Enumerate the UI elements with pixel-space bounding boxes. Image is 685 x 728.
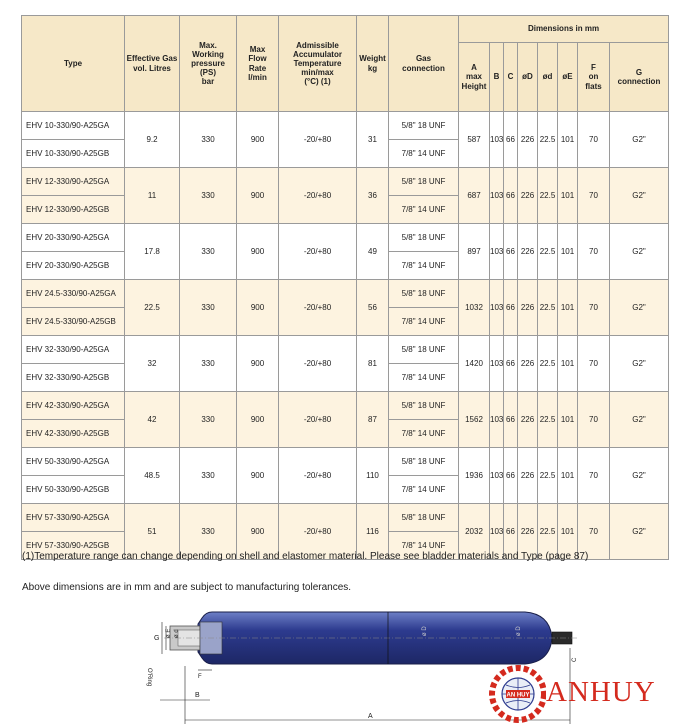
cell-gas: 7/8" 14 UNF: [389, 532, 459, 560]
cell-type: EHV 42-330/90-A25GB: [22, 420, 125, 448]
cell-gas: 7/8" 14 UNF: [389, 476, 459, 504]
label-D-right: ø D: [516, 626, 522, 636]
cell-B: 103: [490, 280, 504, 336]
cell-B: 103: [490, 448, 504, 504]
cell-F: 70: [578, 336, 610, 392]
cell-C: 66: [504, 112, 518, 168]
table-row: [22, 224, 669, 252]
cell-volume: 17.8: [125, 224, 180, 280]
cell-C: 66: [504, 168, 518, 224]
table-row: [22, 504, 669, 532]
cell-weight: 81: [357, 336, 389, 392]
cell-oE: 101: [558, 336, 578, 392]
table-row: [22, 112, 669, 140]
cell-type: EHV 12-330/90-A25GA: [22, 168, 125, 196]
header-gas: Gas connection: [389, 16, 459, 112]
cell-gas: 7/8" 14 UNF: [389, 196, 459, 224]
cell-B: 103: [490, 224, 504, 280]
header-oD: øD: [518, 43, 538, 112]
cell-temperature: -20/+80: [279, 280, 357, 336]
logo-badge-text: AN HUY: [506, 692, 530, 699]
header-od: ød: [538, 43, 558, 112]
cell-oE: 101: [558, 168, 578, 224]
header-dimensions: Dimensions in mm: [459, 16, 669, 43]
label-F: F: [198, 674, 202, 680]
header-B: B: [490, 43, 504, 112]
cell-pressure: 330: [180, 112, 237, 168]
cell-flow: 900: [237, 504, 279, 560]
cell-C: 66: [504, 448, 518, 504]
cell-type: EHV 50-330/90-A25GA: [22, 448, 125, 476]
label-oring: O'Ring: [146, 668, 152, 687]
header-type: Type: [22, 16, 125, 112]
cell-od: 22.5: [538, 168, 558, 224]
cell-B: 103: [490, 168, 504, 224]
cell-temperature: -20/+80: [279, 112, 357, 168]
cell-oE: 101: [558, 280, 578, 336]
cell-volume: 48.5: [125, 448, 180, 504]
cell-gas: 7/8" 14 UNF: [389, 308, 459, 336]
logo-wordmark: ANHUY: [546, 676, 656, 708]
cell-A: 1032: [459, 280, 490, 336]
table-row: [22, 392, 669, 420]
cell-flow: 900: [237, 168, 279, 224]
cell-oD: 226: [518, 448, 538, 504]
cell-weight: 31: [357, 112, 389, 168]
header-flow: Max Flow Rate l/min: [237, 16, 279, 112]
cell-gas: 5/8" 18 UNF: [389, 224, 459, 252]
table-body: [22, 112, 669, 560]
cell-type: EHV 32-330/90-A25GA: [22, 336, 125, 364]
table-row: [22, 448, 669, 476]
cell-gas: 5/8" 18 UNF: [389, 504, 459, 532]
cell-pressure: 330: [180, 168, 237, 224]
cell-B: 103: [490, 112, 504, 168]
header-weight: Weight kg: [357, 16, 389, 112]
cell-type: EHV 12-330/90-A25GB: [22, 196, 125, 224]
cell-volume: 22.5: [125, 280, 180, 336]
cell-G: G2": [610, 224, 669, 280]
cell-type: EHV 20-330/90-A25GA: [22, 224, 125, 252]
cell-type: EHV 10-330/90-A25GA: [22, 112, 125, 140]
cell-weight: 110: [357, 448, 389, 504]
cell-type: EHV 20-330/90-A25GB: [22, 252, 125, 280]
cell-pressure: 330: [180, 224, 237, 280]
cell-gas: 5/8" 18 UNF: [389, 112, 459, 140]
label-B: B: [195, 692, 200, 699]
cell-gas: 5/8" 18 UNF: [389, 448, 459, 476]
header-oE: øE: [558, 43, 578, 112]
cell-temperature: -20/+80: [279, 224, 357, 280]
cell-type: EHV 32-330/90-A25GB: [22, 364, 125, 392]
label-A: A: [368, 713, 373, 720]
cell-type: EHV 24.5-330/90-A25GA: [22, 280, 125, 308]
label-E: ø E: [166, 628, 172, 638]
cell-G: G2": [610, 280, 669, 336]
cell-volume: 9.2: [125, 112, 180, 168]
cell-A: 1420: [459, 336, 490, 392]
cell-A: 1936: [459, 448, 490, 504]
temperature-footnote: (1)Temperature range can change depending on shell and elastomer material. Please see bladder materials and Type (page 87): [22, 551, 589, 562]
label-D: ø D: [422, 626, 428, 636]
cell-gas: 7/8" 14 UNF: [389, 140, 459, 168]
table-row: [22, 168, 669, 196]
cell-flow: 900: [237, 392, 279, 448]
header-C: C: [504, 43, 518, 112]
cell-od: 22.5: [538, 504, 558, 560]
cell-F: 70: [578, 112, 610, 168]
cell-temperature: -20/+80: [279, 504, 357, 560]
cell-volume: 51: [125, 504, 180, 560]
header-G: G connection: [610, 43, 669, 112]
cell-B: 103: [490, 392, 504, 448]
cell-G: G2": [610, 336, 669, 392]
cell-pressure: 330: [180, 336, 237, 392]
cell-C: 66: [504, 280, 518, 336]
cell-G: G2": [610, 448, 669, 504]
cell-flow: 900: [237, 224, 279, 280]
cell-A: 587: [459, 112, 490, 168]
header-F: F on flats: [578, 43, 610, 112]
cell-G: G2": [610, 168, 669, 224]
cell-gas: 7/8" 14 UNF: [389, 252, 459, 280]
header-temperature: Admissible Accumulator Temperature min/max (°C) (1): [279, 16, 357, 112]
cell-oD: 226: [518, 336, 538, 392]
cell-type: EHV 24.5-330/90-A25GB: [22, 308, 125, 336]
cell-od: 22.5: [538, 336, 558, 392]
cell-temperature: -20/+80: [279, 336, 357, 392]
cell-weight: 116: [357, 504, 389, 560]
cell-oD: 226: [518, 504, 538, 560]
cell-temperature: -20/+80: [279, 392, 357, 448]
cell-F: 70: [578, 168, 610, 224]
cell-C: 66: [504, 336, 518, 392]
cell-G: G2": [610, 112, 669, 168]
label-G: G: [154, 635, 160, 642]
cell-oD: 226: [518, 224, 538, 280]
cell-type: EHV 42-330/90-A25GA: [22, 392, 125, 420]
cell-B: 103: [490, 504, 504, 560]
cell-flow: 900: [237, 280, 279, 336]
cell-gas: 5/8" 18 UNF: [389, 336, 459, 364]
cell-pressure: 330: [180, 504, 237, 560]
cell-oD: 226: [518, 392, 538, 448]
cell-weight: 56: [357, 280, 389, 336]
cell-temperature: -20/+80: [279, 168, 357, 224]
header-volume: Effective Gas vol. Litres: [125, 16, 180, 112]
table-row: [22, 336, 669, 364]
cell-C: 66: [504, 392, 518, 448]
tolerance-note: Above dimensions are in mm and are subject to manufacturing tolerances.: [22, 582, 352, 593]
cell-type: EHV 57-330/90-A25GA: [22, 504, 125, 532]
cell-F: 70: [578, 224, 610, 280]
cell-A: 687: [459, 168, 490, 224]
cell-volume: 11: [125, 168, 180, 224]
cell-oE: 101: [558, 224, 578, 280]
cell-type: EHV 57-330/90-A25GB: [22, 532, 125, 560]
cell-type: EHV 10-330/90-A25GB: [22, 140, 125, 168]
cell-gas: 5/8" 18 UNF: [389, 392, 459, 420]
cell-gas: 5/8" 18 UNF: [389, 168, 459, 196]
header-pressure: Max. Working pressure (PS) bar: [180, 16, 237, 112]
cell-oE: 101: [558, 112, 578, 168]
cell-F: 70: [578, 504, 610, 560]
cell-F: 70: [578, 448, 610, 504]
label-d: ø d: [174, 629, 180, 638]
cell-pressure: 330: [180, 392, 237, 448]
cell-oD: 226: [518, 280, 538, 336]
cell-gas: 7/8" 14 UNF: [389, 364, 459, 392]
cell-A: 2032: [459, 504, 490, 560]
cell-flow: 900: [237, 448, 279, 504]
cell-weight: 36: [357, 168, 389, 224]
cell-volume: 32: [125, 336, 180, 392]
cell-od: 22.5: [538, 224, 558, 280]
label-C: C: [572, 657, 578, 662]
cell-gas: 5/8" 18 UNF: [389, 280, 459, 308]
cell-weight: 87: [357, 392, 389, 448]
cell-temperature: -20/+80: [279, 448, 357, 504]
cell-volume: 42: [125, 392, 180, 448]
cell-pressure: 330: [180, 280, 237, 336]
anhuy-logo: [486, 660, 546, 726]
cell-oE: 101: [558, 504, 578, 560]
cell-oD: 226: [518, 168, 538, 224]
cell-weight: 49: [357, 224, 389, 280]
cell-oE: 101: [558, 392, 578, 448]
cell-F: 70: [578, 392, 610, 448]
specification-table: [21, 15, 669, 560]
cell-od: 22.5: [538, 280, 558, 336]
table-header: [22, 16, 669, 112]
cell-flow: 900: [237, 112, 279, 168]
cell-A: 1562: [459, 392, 490, 448]
cell-od: 22.5: [538, 448, 558, 504]
cell-B: 103: [490, 336, 504, 392]
cell-A: 897: [459, 224, 490, 280]
cell-pressure: 330: [180, 448, 237, 504]
table-row: [22, 280, 669, 308]
cell-od: 22.5: [538, 392, 558, 448]
cell-flow: 900: [237, 336, 279, 392]
cell-C: 66: [504, 504, 518, 560]
header-A: A max Height: [459, 43, 490, 112]
cell-od: 22.5: [538, 112, 558, 168]
cell-G: G2": [610, 392, 669, 448]
cell-gas: 7/8" 14 UNF: [389, 420, 459, 448]
cell-G: G2": [610, 504, 669, 560]
cell-type: EHV 50-330/90-A25GB: [22, 476, 125, 504]
cell-F: 70: [578, 280, 610, 336]
cell-C: 66: [504, 224, 518, 280]
cell-oE: 101: [558, 448, 578, 504]
cell-oD: 226: [518, 112, 538, 168]
